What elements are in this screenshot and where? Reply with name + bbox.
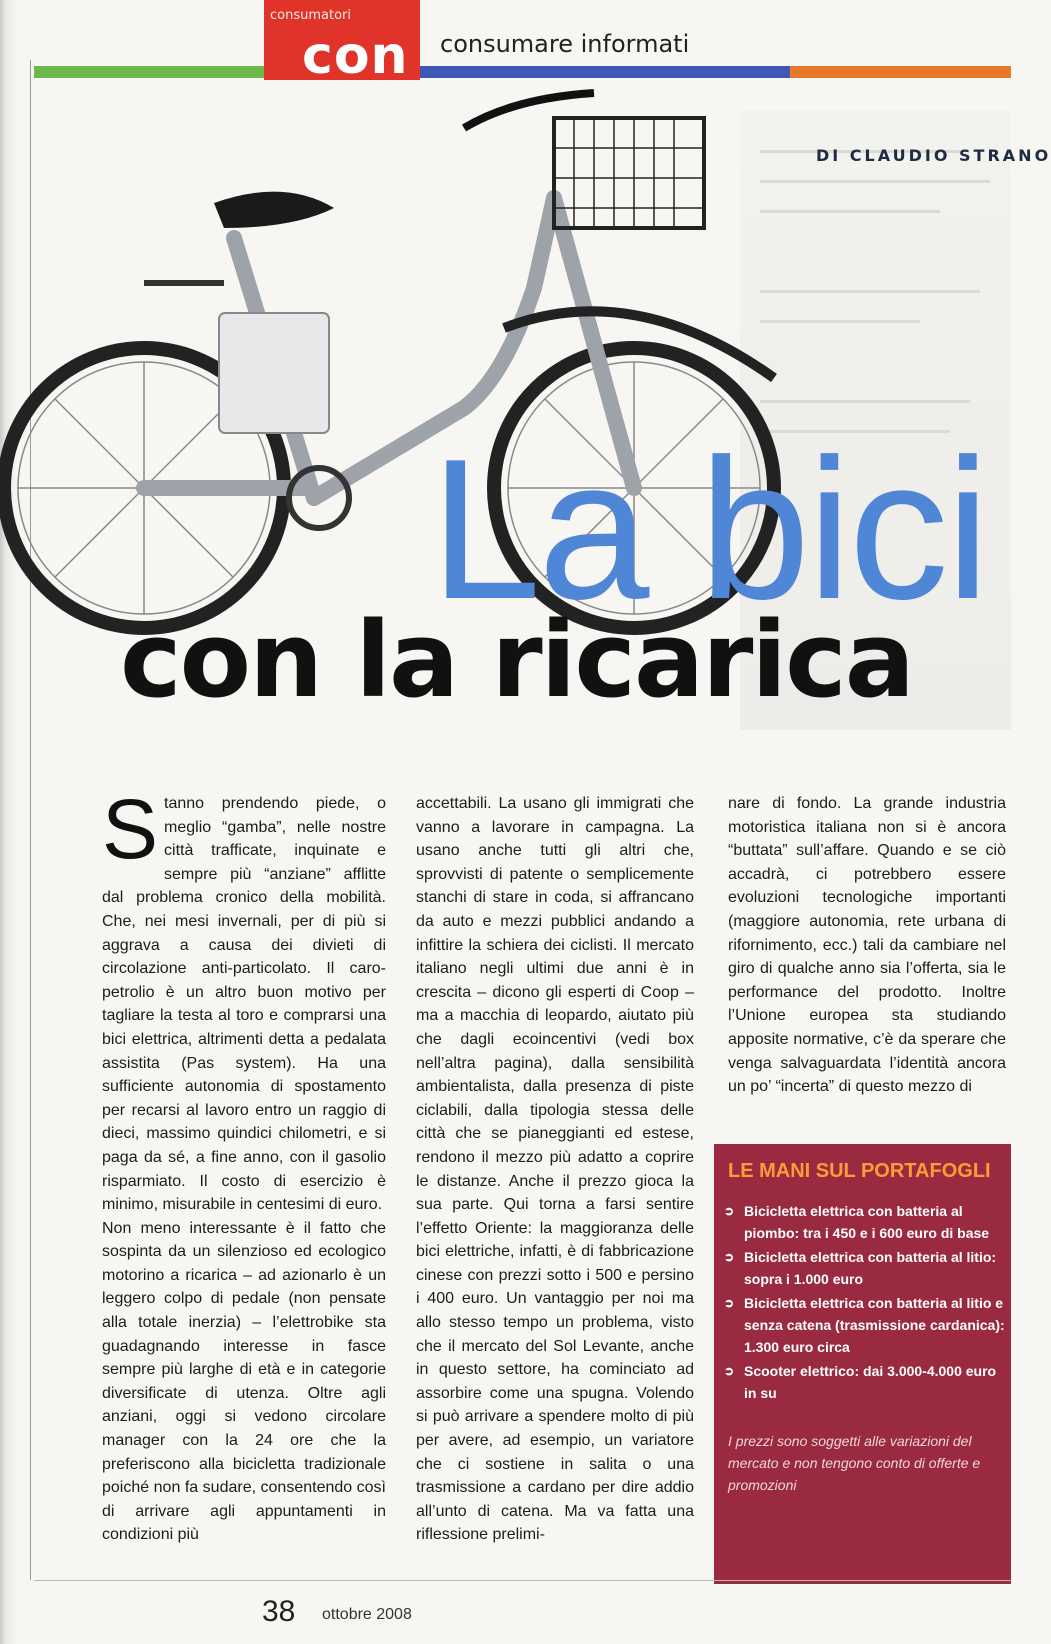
price-item-text: Bicicletta elettrica con batteria al litio: sopra i 1.000 euro <box>744 1249 997 1287</box>
title-line-2: con la ricarica <box>120 599 913 721</box>
header-bar-green <box>34 66 264 78</box>
byline: DI CLAUDIO STRANO <box>816 146 1051 165</box>
footer-rule <box>34 1580 1011 1581</box>
article-column-2 <box>416 792 694 1547</box>
issue-date: ottobre 2008 <box>322 1606 412 1623</box>
paragraph: accettabili. La usano gli immigrati che vanno a lavorare in campagna. La usano anche tutti gli altri che, sprovvisti di patente o semplicemente stanchi di stare in coda, si affrancano da auto e mezzi pubblici andando a infittire la schiera dei ciclisti. Il mercato italiano negli ultimi due anni è in crescita – dicono gli esperti di Coop – ma a macchia di leopardo, aiutato più che dagli ecoincentivi (vedi box nell’altra pagina), dalla sensibilità ambientalista, dalla presenza di piste ciclabili, dalla tipologia stessa delle città che se pianeggianti ed estese, rendono il mezzo più adatto a coprire le distanze. Anche il prezzo gioca la sua parte. Qui torna a farsi sentire l’effetto Oriente: la maggioranza delle bici elettriche, infatti, è di fabbricazione cinese con prezzi sotto i 500 e persino i 400 euro. Un vantaggio per noi ma allo stesso tempo un problema, visto che il mercato del Sol Levante, anche in questo settore, ha cominciato ad assorbire come una spugna. Volendo si può arrivare a spendere molto di più per avere, ad esempio, un variatore che ci sostiene in salita o una trasmissione a cardano per dire addio all’unto di catena. Ma va fatta una riflessione prelimi- <box>416 795 694 1544</box>
price-list <box>724 1200 1006 1406</box>
price-item <box>724 1360 1006 1404</box>
section-rubric: consumare informati <box>440 30 690 58</box>
arrow-bullet-icon: ➲ <box>724 1250 735 1264</box>
arrow-bullet-icon: ➲ <box>724 1364 735 1378</box>
section-label: consumatori <box>270 8 351 23</box>
header-bar-orange <box>790 66 1011 78</box>
price-box <box>714 1144 1011 1584</box>
article-column-3 <box>728 792 1006 1099</box>
price-box-title: LE MANI SUL PORTAFOGLI <box>728 1160 991 1182</box>
price-box-note: I prezzi sono soggetti alle variazioni del mercato e non tengono conto di offerte e promozioni <box>728 1433 981 1493</box>
section-logo: con <box>302 26 409 86</box>
price-item <box>724 1292 1006 1358</box>
price-item <box>724 1246 1006 1290</box>
arrow-bullet-icon: ➲ <box>724 1296 735 1310</box>
gutter-rule <box>30 60 31 1580</box>
price-item-text: Bicicletta elettrica con batteria al piombo: tra i 450 e i 600 euro di base <box>744 1203 990 1241</box>
paragraph: nare di fondo. La grande industria motoristica italiana non si è ancora “buttata” sull’affare. Quando e se ciò accadrà, ci potrebbero essere evoluzioni tecnologiche importanti (maggiore autonomia, rete urbana di rifornimento, ecc.) tali da cambiare nel giro di qualche anno sia l’offerta, sia le performance del prodotto. Inoltre l’Unione europea sta studiando apposite normative, c’è da sperare che venga salvaguardata l’identità ancora un po’ “incerta” di questo mezzo di <box>728 795 1006 1096</box>
drop-cap: S <box>102 782 159 876</box>
article-column-1 <box>102 782 386 1547</box>
header-bar-blue <box>420 66 790 78</box>
price-item-text: Bicicletta elettrica con batteria al litio e senza catena (trasmissione cardanica): 1.300 euro circa <box>744 1295 1005 1355</box>
page-number: 38 <box>262 1595 296 1628</box>
section-tab <box>264 0 420 86</box>
paragraph: tanno prendendo piede, o meglio “gamba”, nelle nostre città trafficate, inquinate e sempre più “anziane” afflitte dal problema cronico della mobilità. Che, nei mesi invernali, per di più si aggrava a causa dei divieti di circolazione anti-particolato. Il caro-petrolio è un altro buon motivo per tagliare la testa al toro e comprarsi una bici elettrica, altrimenti detta a pedalata assistita (Pas system). Ha una sufficiente autonomia di spostamento per recarsi al lavoro entro un raggio di dieci, massimo quindici chilometri, e si paga da sé, a fine anno, con il gasolio risparmiato. Il costo di esercizio è minimo, misurabile in centesimi di euro. <box>102 795 386 1214</box>
paragraph: Non meno interessante è il fatto che sospinta da un silenzioso ed ecologico motorino a ricarica – ad azionarlo è un leggero colpo di pedale (non pensate alla totale inerzia) – l’elettrobike sta guadagnando interesse in fasce sempre più larghe di età e in categorie diversificate di utenza. Oltre agli anziani, oggi si vedono circolare manager con la 24 ore che la preferiscono alla bicicletta tradizionale poiché non fa sudare, consentendo così di arrivare agli appuntamenti in condizioni più <box>102 1219 386 1544</box>
price-item-text: Scooter elettrico: dai 3.000-4.000 euro in su <box>744 1363 997 1401</box>
arrow-bullet-icon: ➲ <box>724 1204 735 1218</box>
title-line-1: La bici <box>430 418 988 641</box>
price-item <box>724 1200 1006 1244</box>
